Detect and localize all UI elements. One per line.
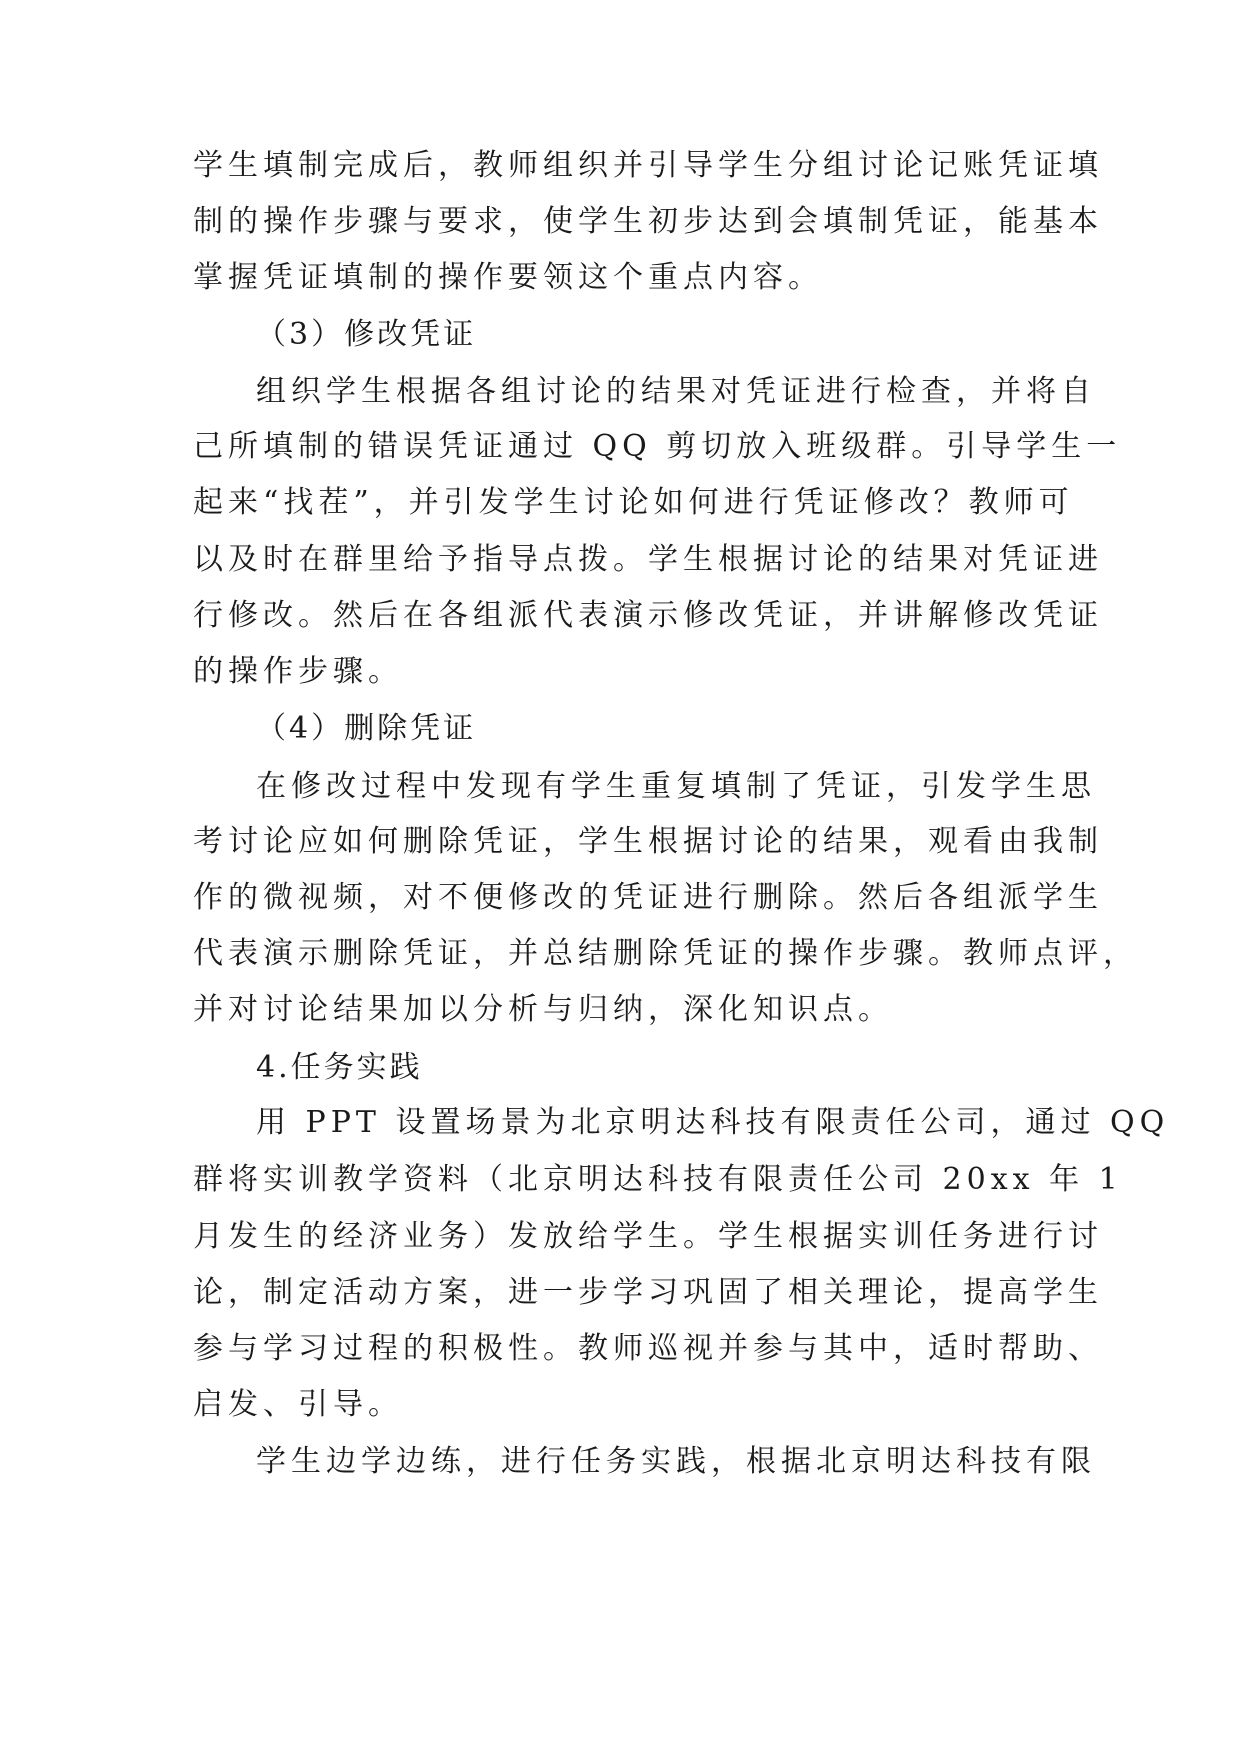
- paragraph-line: 用 PPT 设置场景为北京明达科技有限责任公司，通过 QQ: [256, 1105, 1170, 1140]
- paragraph-line: 起来“找茬”，并引发学生讨论如何进行凭证修改？教师可: [193, 485, 1074, 520]
- paragraph-line: 论，制定活动方案，进一步学习巩固了相关理论，提高学生: [193, 1275, 1103, 1310]
- paragraph-line: 制的操作步骤与要求，使学生初步达到会填制凭证，能基本: [193, 204, 1103, 239]
- paragraph-line: 的操作步骤。: [193, 654, 403, 689]
- paragraph-line: 考讨论应如何删除凭证，学生根据讨论的结果，观看由我制: [193, 824, 1103, 859]
- section-heading: 4.任务实践: [256, 1050, 423, 1085]
- paragraph-line: 以及时在群里给予指导点拨。学生根据讨论的结果对凭证进: [193, 542, 1103, 577]
- paragraph-line: 己所填制的错误凭证通过 QQ 剪切放入班级群。引导学生一: [193, 429, 1122, 464]
- paragraph-line: 在修改过程中发现有学生重复填制了凭证，引发学生思: [256, 769, 1096, 804]
- section-heading: （3）修改凭证: [256, 317, 477, 352]
- section-heading: （4）删除凭证: [256, 711, 477, 746]
- paragraph-line: 组织学生根据各组讨论的结果对凭证进行检查，并将自: [256, 374, 1096, 409]
- paragraph-line: 行修改。然后在各组派代表演示修改凭证，并讲解修改凭证: [193, 598, 1103, 633]
- paragraph-line: 学生填制完成后，教师组织并引导学生分组讨论记账凭证填: [193, 148, 1103, 183]
- paragraph-line: 作的微视频，对不便修改的凭证进行删除。然后各组派学生: [193, 880, 1103, 915]
- paragraph-line: 代表演示删除凭证，并总结删除凭证的操作步骤。教师点评，: [193, 936, 1138, 971]
- paragraph-line: 启发、引导。: [193, 1387, 403, 1422]
- paragraph-line: 并对讨论结果加以分析与归纳，深化知识点。: [193, 992, 893, 1027]
- paragraph-line: 群将实训教学资料（北京明达科技有限责任公司 20xx 年 1: [193, 1162, 1123, 1197]
- paragraph-line: 学生边学边练，进行任务实践，根据北京明达科技有限: [256, 1444, 1096, 1479]
- paragraph-line: 参与学习过程的积极性。教师巡视并参与其中，适时帮助、: [193, 1331, 1103, 1366]
- paragraph-line: 掌握凭证填制的操作要领这个重点内容。: [193, 260, 823, 295]
- paragraph-line: 月发生的经济业务）发放给学生。学生根据实训任务进行讨: [193, 1219, 1103, 1254]
